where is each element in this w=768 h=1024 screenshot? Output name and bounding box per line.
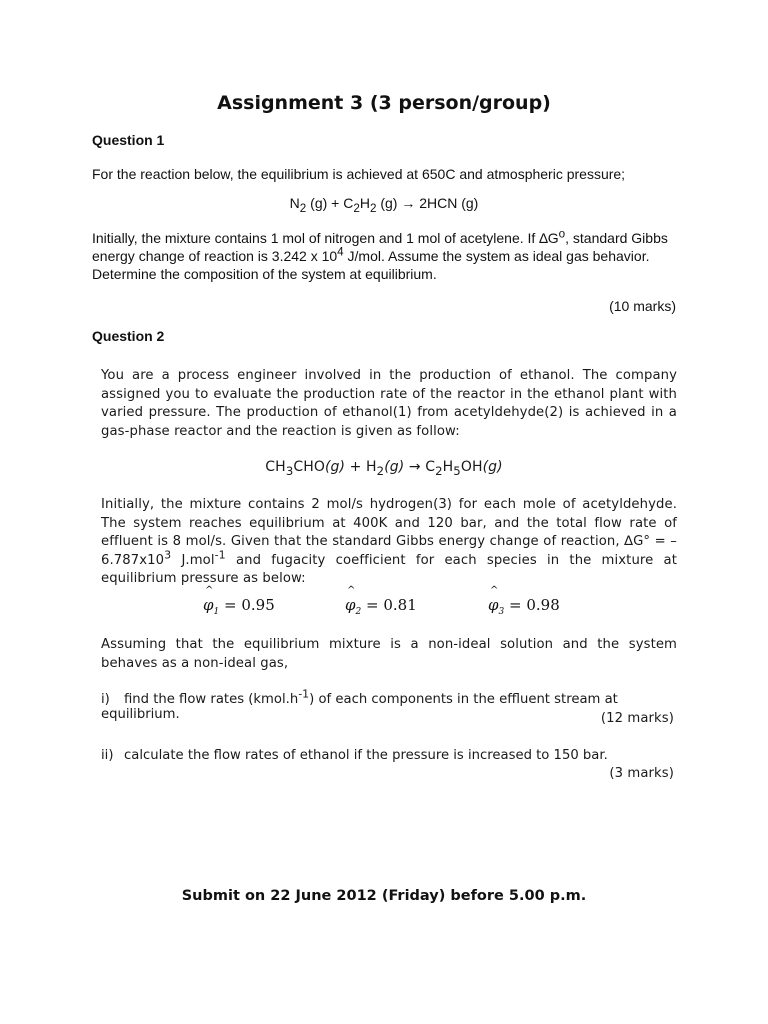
question-2-intro: You are a process engineer involved in the production of ethanol. The company assigned you to evaluate the production rate of the reactor in the ethanol plant with varied pressure. The production of ethanol(1) from acetyldehyde(2) is achieved in a gas-phase reactor and the reaction is given as follow:	[101, 368, 677, 439]
phi-symbol: ^ φ	[203, 596, 214, 614]
question-2-body	[101, 496, 677, 589]
fugacity-coefficient-3	[488, 596, 560, 617]
question-2-heading: Question 2	[92, 328, 165, 344]
eq-subscript: 3	[285, 463, 294, 478]
item-label: ii)	[101, 748, 114, 763]
eq-part: OH	[460, 459, 483, 475]
eq-subscript: 5	[453, 463, 461, 478]
phi-value: = 0.81	[366, 596, 417, 614]
fugacity-coefficient-2	[345, 596, 417, 617]
item-text: find the flow rates (kmol.h	[124, 692, 299, 707]
submission-note: Submit on 22 June 2012 (Friday) before 5.00 p.m.	[181, 888, 587, 904]
eq-phase: (g)	[482, 459, 503, 475]
phi-subscript: 1	[213, 607, 220, 617]
eq-part: H	[359, 195, 370, 211]
exponent: 4	[337, 245, 344, 259]
eq-part: + H	[345, 459, 377, 475]
eq-subscript: 2	[435, 463, 443, 478]
eq-phase: (g)	[384, 459, 405, 475]
phi-symbol: ^ φ	[345, 596, 356, 614]
degree-superscript: o	[558, 227, 566, 241]
question-1-intro: For the reaction below, the equilibrium is achieved at 650C and atmospheric pressure;	[92, 166, 626, 182]
question-2-item-2	[101, 748, 677, 763]
question-2-item-1-marks: (12 marks)	[600, 711, 674, 726]
eq-part: (g) → 2HCN (g)	[376, 195, 479, 211]
question-2-item-2-marks: (3 marks)	[609, 766, 674, 781]
question-1-body	[92, 229, 680, 283]
question-2-equation	[0, 459, 768, 478]
body-text: J/mol. Assume the system as ideal gas behavior. Determine the composition of the system at equilibrium.	[92, 248, 650, 282]
eq-subscript: 2	[376, 463, 385, 478]
fugacity-coefficient-1	[203, 596, 275, 617]
eq-part: CH	[265, 459, 286, 475]
phi-symbol: ^ φ	[488, 596, 499, 614]
phi-subscript: 3	[498, 607, 505, 617]
phi-subscript: 2	[355, 607, 362, 617]
phi-value: = 0.95	[224, 596, 275, 614]
eq-subscript: 2	[299, 201, 307, 215]
question-1-marks: (10 marks)	[609, 298, 676, 314]
exponent: -1	[214, 548, 226, 562]
item-text: ) of each components in the effluent stream at equilibrium.	[101, 692, 618, 722]
eq-subscript: 2	[353, 201, 360, 215]
body-text: and fugacity coefficient for each species in the mixture at equilibrium pressure as below:	[101, 552, 677, 586]
item-text: calculate the flow rates of ethanol if the pressure is increased to 150 bar.	[124, 748, 608, 763]
body-text: J.mol	[171, 552, 215, 568]
eq-phase: (g)	[324, 459, 346, 475]
eq-part: H	[442, 459, 454, 475]
phi-value: = 0.98	[509, 596, 560, 614]
eq-part: → C	[404, 459, 436, 475]
eq-subscript: 2	[369, 201, 377, 215]
body-text: Initially, the mixture contains 2 mol/s hydrogen(3) for each mole of acetyldehyde. The system reaches equilibrium at 400K and 120 bar, and the total flow rate of effluent is 8 mol/s. Given that the standard Gibbs energy change of reaction, ∆G° = –6.787x10	[101, 497, 677, 568]
page-title: Assignment 3 (3 person/group)	[217, 92, 551, 114]
question-2-item-1	[101, 687, 677, 722]
body-text: Initially, the mixture contains 1 mol of nitrogen and 1 mol of acetylene. If ∆G	[92, 230, 559, 246]
eq-part: N	[289, 195, 300, 211]
exponent: 3	[164, 548, 172, 562]
question-1-equation	[0, 195, 768, 215]
exponent: -1	[298, 687, 310, 701]
body-text: , standard Gibbs energy change of reaction is 3.242 x 10	[92, 230, 668, 264]
question-1-heading: Question 1	[92, 132, 165, 148]
item-label: i)	[101, 692, 110, 707]
question-2-assumption: Assuming that the equilibrium mixture is a non-ideal solution and the system behaves as a non-ideal gas,	[101, 637, 677, 671]
eq-part: (g) + C	[306, 195, 354, 211]
eq-part: CHO	[293, 459, 325, 475]
